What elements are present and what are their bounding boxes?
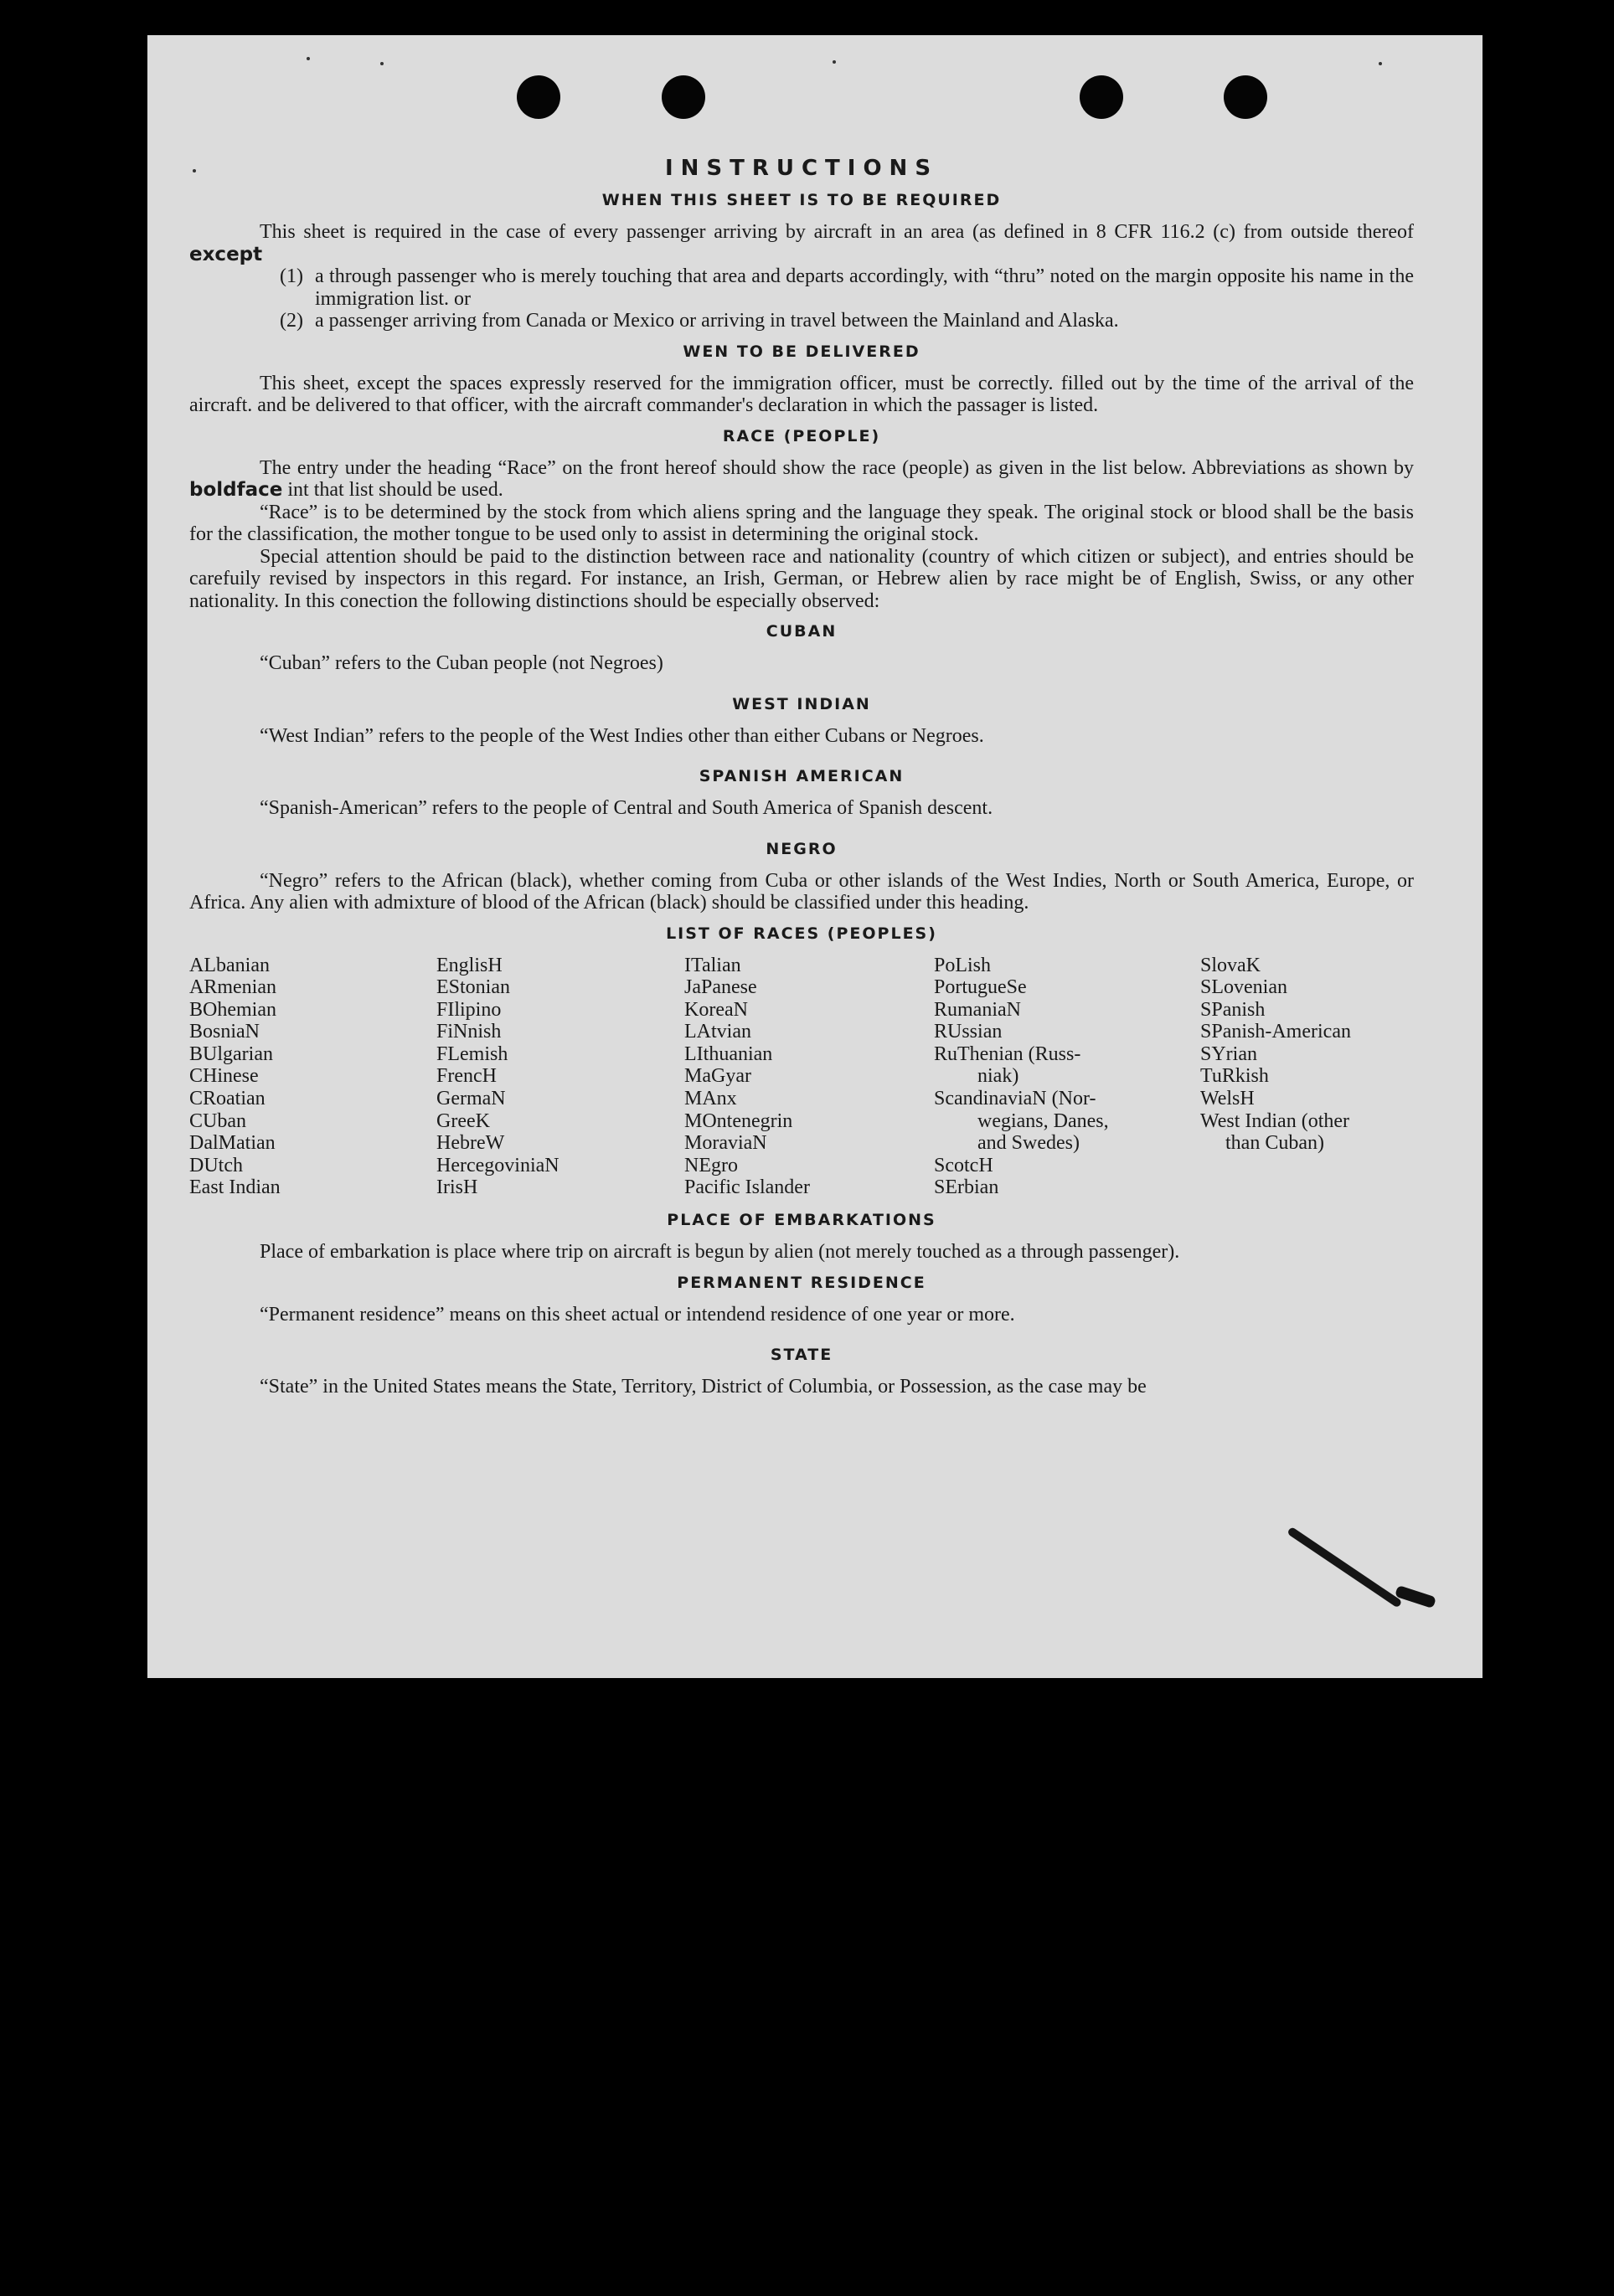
race-entry: KoreaN	[684, 998, 748, 1021]
race-entry: EStonian	[436, 976, 510, 999]
heading-delivered: WEN TO BE DELIVERED	[683, 342, 920, 361]
heading-negro: NEGRO	[766, 839, 838, 858]
paragraph-spanish-american: “Spanish-American” refers to the people of Central and South America of Spanish descent.	[260, 797, 993, 819]
race-entry: LIthuanian	[684, 1042, 773, 1065]
race-entry: EnglisH	[436, 954, 503, 976]
heading-permanent-residence: PERMANENT RESIDENCE	[677, 1273, 926, 1292]
paragraph-embarkation: Place of embarkation is place where trip on aircraft is begun by alien (not merely touched as a through passenger).	[260, 1241, 1180, 1264]
race-entry: BOhemian	[189, 998, 276, 1021]
race-entry: ARmenian	[189, 976, 276, 999]
document-title: INSTRUCTIONS	[664, 156, 939, 181]
race-column	[684, 955, 934, 1200]
heading-race: RACE (PEOPLE)	[722, 426, 881, 445]
paragraph-permanent-residence: “Permanent residence” means on this sheet actual or intendend residence of one year or more.	[260, 1303, 1015, 1326]
punch-hole	[517, 75, 560, 119]
race-entry: ITalian	[684, 954, 741, 976]
race-entry: DalMatian	[189, 1132, 276, 1155]
race-entry: TuRkish	[1200, 1065, 1269, 1088]
ink-smudge	[1395, 1585, 1436, 1609]
paragraph-race-1: The entry under the heading “Race” on the front hereof should show the race (people) as given in the list below. Abbreviations as shown by boldface int that list should be used.	[189, 456, 1414, 501]
dust-speck	[833, 60, 836, 64]
race-entry: BosniaN	[189, 1021, 260, 1043]
paragraph-state: “State” in the United States means the State, Territory, District of Columbia, or Possession, as the case may be	[260, 1376, 1147, 1398]
race-entry: SlovaK	[1200, 954, 1261, 976]
race-entry: ALbanian	[189, 954, 270, 976]
race-entry: HercegoviniaN	[436, 1154, 559, 1176]
race-column	[1200, 955, 1414, 1200]
heading-list-of-races: LIST OF RACES (PEOPLES)	[666, 924, 937, 943]
paragraph-delivered: This sheet, except the spaces expressly reserved for the immigration officer, must be correctly. filled out by the time of the arrival of the aircraft. and be delivered to that officer, with the aircraft commander's declaration in which the passager is listed.	[189, 372, 1414, 416]
dust-speck	[307, 57, 310, 60]
dust-speck	[1379, 62, 1382, 65]
race-entry: GreeK	[436, 1109, 490, 1132]
race-entry: SPanish-American	[1200, 1021, 1351, 1043]
race-list	[189, 955, 1414, 1200]
race-entry: RUssian	[934, 1021, 1003, 1043]
instructions-body	[189, 156, 1414, 1398]
race-entry: IrisH	[436, 1176, 478, 1199]
race-entry: HebreW	[436, 1132, 505, 1155]
race-entry: and Swedes)	[977, 1132, 1080, 1155]
paragraph-negro: “Negro” refers to the African (black), whether coming from Cuba or other islands of the West Indies, North or South America, Europe, or Africa. Any alien with admixture of blood of the African (black) should be classified under this heading.	[189, 869, 1414, 914]
race-entry: NEgro	[684, 1154, 738, 1176]
exception-list	[280, 265, 1414, 332]
race-entry: JaPanese	[684, 976, 757, 999]
heading-when-required: WHEN THIS SHEET IS TO BE REQUIRED	[601, 191, 1002, 209]
race-column	[934, 955, 1200, 1200]
race-entry: SPanish	[1200, 998, 1266, 1021]
heading-embarkation: PLACE OF EMBARKATIONS	[667, 1211, 936, 1230]
paragraph-race-2: “Race” is to be determined by the stock from which aliens spring and the language they speak. The original stock or blood shall be the basis for the classification, the mother tongue to be used only to assist in determining the original stock.	[189, 501, 1414, 545]
heading-west-indian: WEST INDIAN	[732, 694, 871, 713]
race-entry: MAnx	[684, 1088, 737, 1110]
race-column	[436, 955, 684, 1200]
race-entry: SYrian	[1200, 1042, 1257, 1065]
list-item: (2) a passenger arriving from Canada or Mexico or arriving in travel between the Mainland and Alaska.	[280, 310, 1119, 332]
race-entry: LAtvian	[684, 1021, 751, 1043]
race-entry: ScandinaviaN (Nor-	[934, 1088, 1096, 1110]
race-entry: than Cuban)	[1225, 1132, 1324, 1155]
race-entry: GermaN	[436, 1088, 506, 1110]
race-entry: FiNnish	[436, 1021, 502, 1043]
race-entry: MoraviaN	[684, 1132, 767, 1155]
race-entry: PoLish	[934, 954, 992, 976]
paragraph-when-required: This sheet is required in the case of every passenger arriving by aircraft in an area (as defined in 8 CFR 116.2 (c) from outside thereof except	[189, 221, 1414, 265]
race-entry: FIlipino	[436, 998, 502, 1021]
heading-spanish-american: SPANISH AMERICAN	[699, 767, 905, 785]
race-entry: DUtch	[189, 1154, 243, 1176]
punch-hole	[662, 75, 705, 119]
race-entry: WelsH	[1200, 1088, 1255, 1110]
race-entry: West Indian (other	[1200, 1109, 1350, 1132]
race-entry: Pacific Islander	[684, 1176, 810, 1199]
race-entry: niak)	[977, 1065, 1019, 1088]
race-entry: SErbian	[934, 1176, 999, 1199]
document-page	[147, 35, 1483, 1678]
paragraph-cuban: “Cuban” refers to the Cuban people (not Negroes)	[260, 652, 663, 674]
heading-state: STATE	[770, 1346, 833, 1365]
dust-speck	[380, 62, 384, 65]
ink-smudge	[1287, 1526, 1402, 1609]
race-entry: CUban	[189, 1109, 246, 1132]
punch-hole	[1080, 75, 1123, 119]
race-entry: RumaniaN	[934, 998, 1021, 1021]
race-entry: CRoatian	[189, 1088, 266, 1110]
race-entry: wegians, Danes,	[977, 1109, 1109, 1132]
race-entry: East Indian	[189, 1176, 281, 1199]
race-entry: FrencH	[436, 1065, 497, 1088]
race-entry: CHinese	[189, 1065, 259, 1088]
heading-cuban: CUBAN	[766, 622, 838, 641]
list-item: (1) a through passenger who is merely touching that area and departs accordingly, with “thru” noted on the margin opposite his name in the immigration list. or	[280, 265, 1414, 310]
race-column	[189, 955, 436, 1200]
race-entry: BUlgarian	[189, 1042, 273, 1065]
race-entry: RuThenian (Russ-	[934, 1042, 1081, 1065]
paragraph-race-3: Special attention should be paid to the distinction between race and nationality (country of which citizen or subject), and entries should be carefuily revised by inspectors in this regard. For instance, an Irish, German, or Hebrew alien by race might be of English, Swiss, or any other nationality. In this conection the following distinctions should be especially observed:	[189, 545, 1414, 612]
punch-hole	[1224, 75, 1267, 119]
race-entry: PortugueSe	[934, 976, 1027, 999]
race-entry: SLovenian	[1200, 976, 1287, 999]
race-entry: FLemish	[436, 1042, 508, 1065]
race-entry: ScotcH	[934, 1154, 993, 1176]
race-entry: MOntenegrin	[684, 1109, 793, 1132]
race-entry: MaGyar	[684, 1065, 751, 1088]
paragraph-west-indian: “West Indian” refers to the people of the West Indies other than either Cubans or Negroes.	[260, 724, 984, 747]
